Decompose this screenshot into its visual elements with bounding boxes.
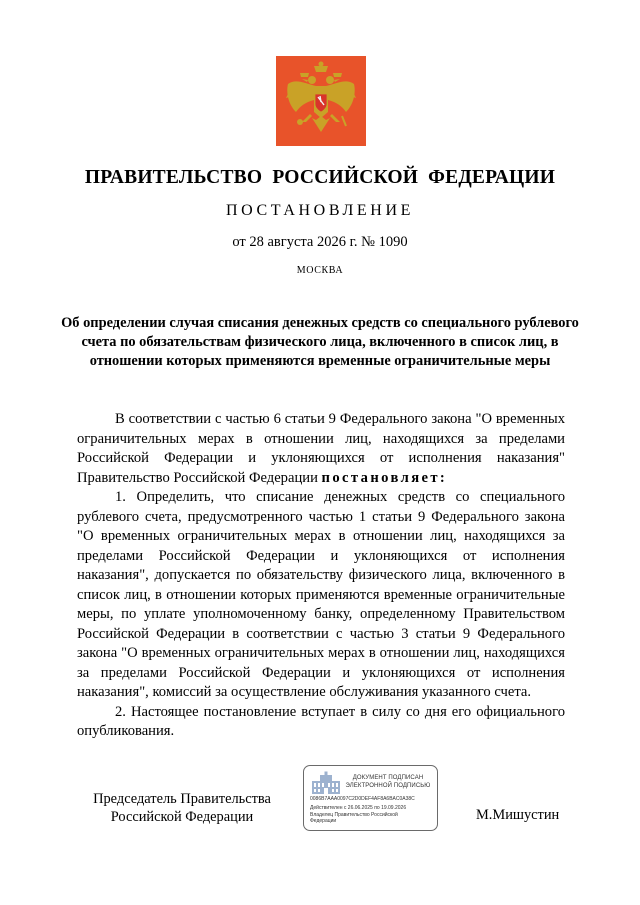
stamp-title: [340, 775, 436, 790]
stamp-certificate: 0086B7AAA0097C2D0DEF4AF8A6BAC0A38C: [310, 796, 415, 802]
signatory-position: [77, 790, 287, 826]
stamp-title-line-1: ДОКУМЕНТ ПОДПИСАН: [352, 775, 424, 781]
document-date-number: от 28 августа 2026 г. № 1090: [232, 234, 408, 250]
signatory-name: М.Мишустин: [476, 807, 560, 823]
document-city: МОСКВА: [296, 265, 344, 276]
stamp-owner-line-2: Федерации: [310, 818, 337, 824]
item-1-paragraph: 1. Определить, что списание денежных средств со специального рублевого счета, предусмотренного частью 1 статьи 9 Федерального закона "О временных ограничительных мерах в отношении лиц, находящихся за пределами Российской Федерации и уклоняющихся от исполнения наказания", допускается по обязательству физического лица, включенного в список лиц, в отношении которых применяются временные ограничительные меры, по уплате уполномоченному банку, определенному Правительством Российской Федерации в соответствии с частью 3 статьи 9 Федерального закона "О временных ограничительных мерах в отношении лиц, находящихся за пределами Российской Федерации и уклоняющихся от исполнения наказания", комиссий за осуществление обслуживания указанного счета.: [77, 489, 565, 700]
stamp-title-line-2: ЭЛЕКТРОННОЙ ПОДПИСЬЮ: [345, 782, 431, 789]
intro-text: В соответствии с частью 6 статьи 9 Федерального закона "О временных ограничительных мерах в отношении лиц, находящихся за пределами Российской Федерации и уклоняющихся от исполнения наказания" Правительство Российской Федерации: [77, 411, 565, 486]
electronic-signature-stamp: [303, 765, 438, 831]
signatory-position-line-1: Председатель Правительства: [93, 791, 271, 807]
building-icon: [311, 771, 341, 795]
decree-word: постановляет:: [321, 469, 448, 486]
government-title: ПРАВИТЕЛЬСТВО РОССИЙСКОЙ ФЕДЕРАЦИИ: [84, 167, 556, 188]
stamp-validity: Действителен с 26.06.2025 по 19.09.2026: [310, 805, 407, 811]
intro-paragraph: [77, 410, 565, 488]
stamp-owner-line-1: Владелец Правительство Российской: [310, 812, 398, 818]
signatory-position-line-2: Российской Федерации: [110, 809, 254, 825]
document-body: [77, 410, 565, 742]
document-type: ПОСТАНОВЛЕНИЕ: [226, 202, 414, 219]
document-heading: Об определении случая списания денежных средств со специального рублевого счета по обязательствам физического лица, включенного в список лиц, в отношении которых применяются временные ограничительные меры: [61, 315, 579, 369]
coat-of-arms-icon: [276, 56, 366, 146]
coat-of-arms-emblem: [276, 56, 366, 146]
item-2-paragraph: 2. Настоящее постановление вступает в силу со дня его официального опубликования.: [77, 703, 565, 739]
